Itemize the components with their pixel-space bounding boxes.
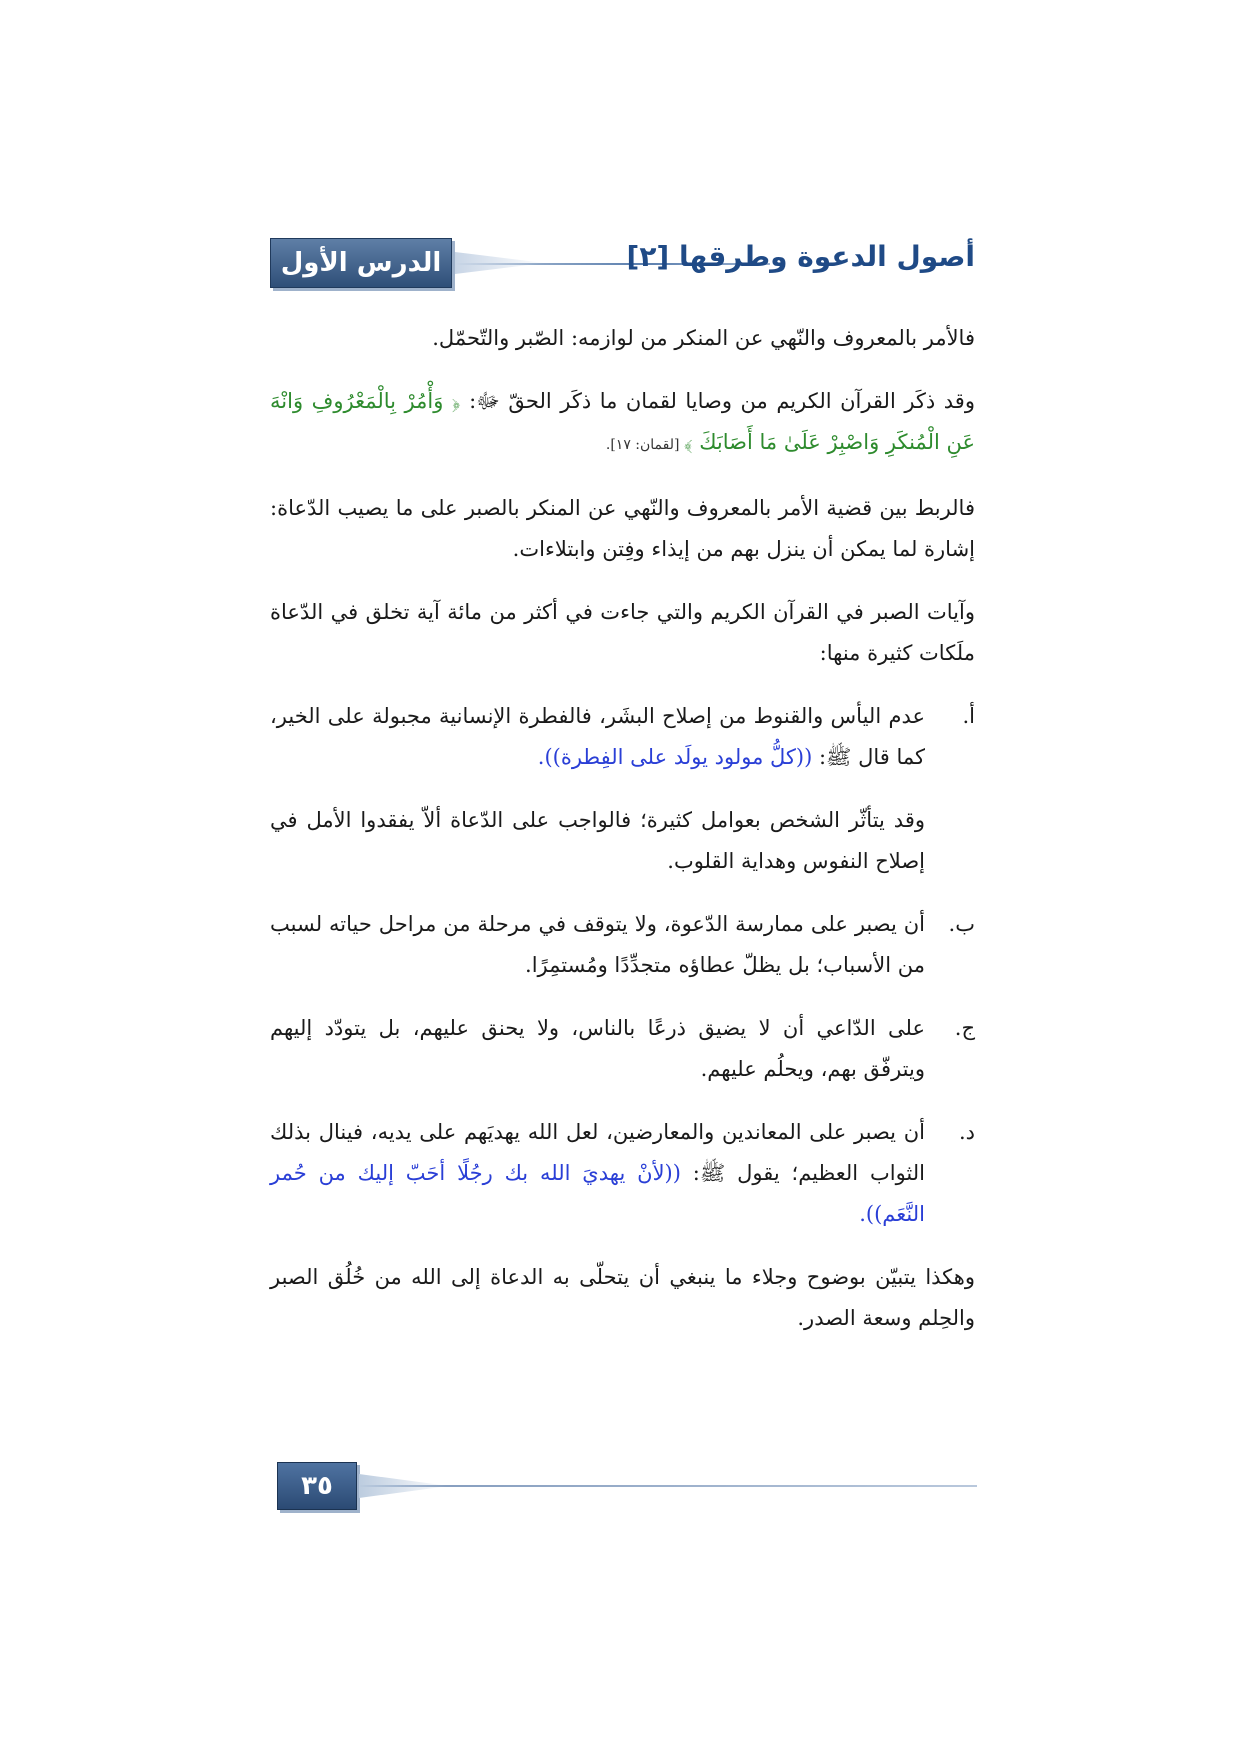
footer-rule (359, 1485, 977, 1487)
list-marker: أ. (962, 704, 975, 728)
list-item (270, 696, 975, 778)
list-item-text: أن يصبر على ممارسة الدّعوة، ولا يتوقف في مرحلة من مراحل حياته لسبب من الأسباب؛ بل يظلّ عطاؤه متجدِّدًا ومُستمِرًا. (270, 912, 925, 977)
paragraph-verse (270, 381, 975, 466)
book-title: أصول الدعوة وطرقها [٢] (626, 240, 975, 273)
footer-rule-arrow (359, 1474, 449, 1498)
lesson-badge (270, 238, 452, 288)
page-content (270, 318, 975, 1361)
paragraph: فالربط بين قضية الأمر بالمعروف والنّهي عن المنكر بالصبر على ما يصيب الدّعاة: إشارة لما يمكن أن ينزل بهم من إيذاء وفِتن وابتلاءات. (270, 496, 975, 561)
list-item (270, 1112, 975, 1235)
page-footer (277, 1462, 977, 1514)
list-item-body: عدم اليأس والقنوط من إصلاح البشَر، فالفطرة الإنسانية مجبولة على الخير، كما قال ﷺ: (270, 704, 925, 769)
quran-verse: ﴿ وَأْمُرْ بِالْمَعْرُوفِ وَانْهَ عَنِ الْمُنكَرِ وَاصْبِرْ عَلَىٰ مَا أَصَابَكَ ﴾ (270, 389, 975, 454)
list-sub-paragraph: وقد يتأثّر الشخص بعوامل كثيرة؛ فالواجب على الدّعاة ألاّ يفقدوا الأمل في إصلاح النفوس وهداية القلوب. (270, 808, 925, 873)
list-item (270, 904, 975, 986)
list-marker: ج. (954, 1016, 975, 1040)
paragraph: فالأمر بالمعروف والنّهي عن المنكر من لوازمه: الصّبر والتّحمّل. (432, 326, 975, 350)
list-item-text (270, 696, 925, 778)
paragraph: وآيات الصبر في القرآن الكريم والتي جاءت في أكثر من مائة آية تخلق في الدّعاة ملَكات كثيرة منها: (270, 600, 975, 665)
paragraph-text: وقد ذكَر القرآن الكريم من وصايا لقمان ما ذكَر الحقّ ﷻ: (460, 389, 975, 413)
list-item (270, 1008, 975, 1090)
list-marker: د. (958, 1120, 975, 1144)
list-item-text: على الدّاعي أن لا يضيق ذرعًا بالناس، ولا يحنق عليهم، بل يتودّد إليهم ويترفّق بهم، ويحلُم عليهم. (270, 1016, 925, 1081)
header-rule-arrow (455, 252, 545, 274)
hadith-quote: ((لأنْ يهديَ الله بك رجُلًا أحَبّ إليك من حُمر النَّعَم)). (270, 1161, 925, 1226)
page-number: ٣٥ (301, 1471, 333, 1501)
list-marker: ب. (948, 912, 975, 936)
lesson-label: الدرس الأول (280, 248, 442, 278)
list-item-text (270, 1112, 925, 1235)
page-header (270, 238, 975, 288)
hadith-quote: ((كلُّ مولود يولَد على الفِطرة)). (537, 745, 813, 769)
verse-reference: [لقمان: ١٧]. (605, 437, 684, 453)
paragraph: وهكذا يتبيّن بوضوح وجلاء ما ينبغي أن يتحلّى به الدعاة إلى الله من خُلُق الصبر والحِلم وسعة الصدر. (270, 1265, 975, 1330)
page-number-badge (277, 1462, 357, 1510)
list-item-body: أن يصبر على المعاندين والمعارضين، لعل الله يهديَهم على يديه، فينال بذلك الثواب العظيم؛ يقول ﷺ: (270, 1120, 925, 1185)
